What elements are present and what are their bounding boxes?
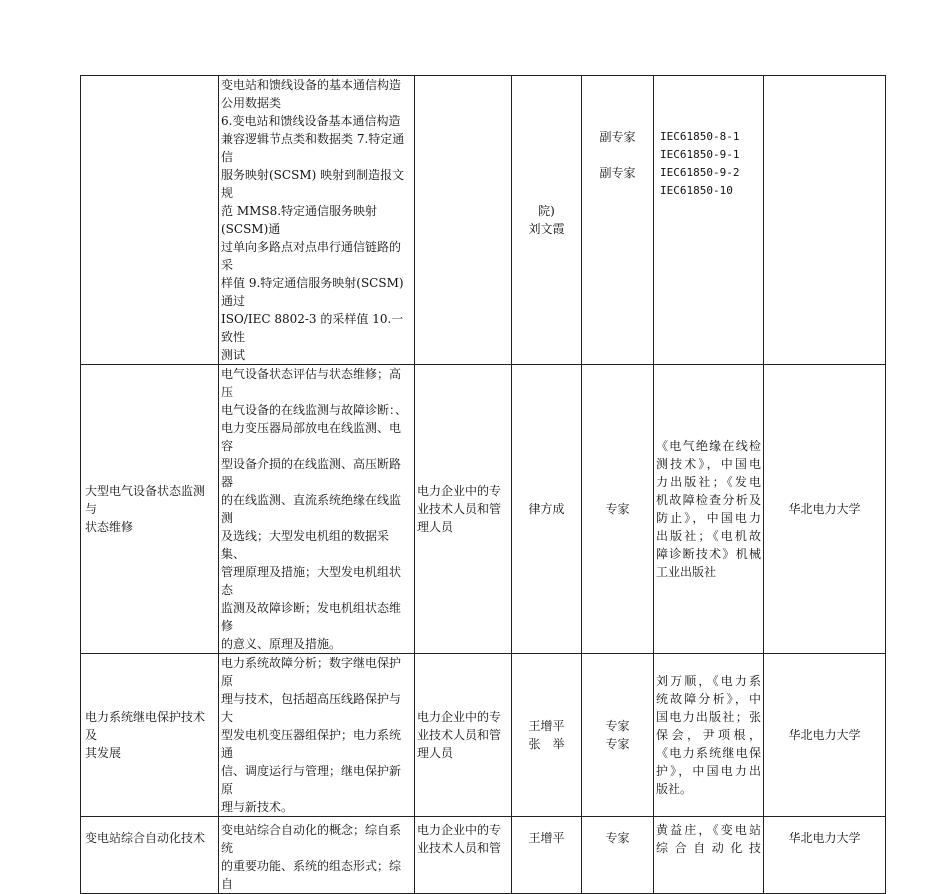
table-row	[81, 76, 886, 365]
materials-line: 国电力出版社；张	[656, 710, 761, 724]
course-name-line: 变电站综合自动化技术	[85, 831, 206, 845]
course-content-line: 理与技术，包括超高压线路保护与大	[221, 692, 402, 724]
course-content-line: 的重要功能、系统的组态形式；综自	[221, 859, 402, 891]
course-content-line: 监测及故障诊断；发电机组状态维修	[221, 601, 402, 633]
materials-line: 综合自动化技	[656, 841, 761, 855]
teacher-line: 张 举	[528, 737, 565, 751]
teacher-line: 刘文霞	[528, 222, 565, 236]
materials-cell	[654, 76, 764, 365]
audience-line: 理人员	[417, 520, 454, 534]
course-content-line: 电气设备的在线监测与故障诊断：、	[221, 403, 408, 417]
table-row	[81, 654, 886, 817]
teacher-cell	[512, 76, 582, 365]
title-line: 专家	[605, 719, 630, 733]
teacher-line: 王增平	[528, 831, 565, 845]
course-content-line: 管理原理及措施；大型发电机组状态	[221, 565, 402, 597]
course-name-line: 大型电气设备状态监测与	[85, 484, 206, 516]
materials-line: 力出版社；《发电	[656, 475, 761, 489]
course-content-line: 电气设备状态评估与状态维修；高压	[221, 367, 402, 399]
audience-cell	[415, 817, 512, 894]
teacher-cell	[512, 654, 582, 817]
course-content-line: 测试	[221, 348, 246, 362]
teacher-line: 院)	[538, 204, 555, 218]
materials-line: 黄益庄，《变电站	[656, 823, 761, 837]
teacher-line: 王增平	[528, 719, 565, 733]
table-row	[81, 817, 886, 894]
course-content-line: 范 MMS8.特定通信服务映射(SCSM)通	[221, 204, 378, 236]
course-content-line: 型发电机变压器组保护；电力系统通	[221, 728, 402, 760]
audience-cell	[415, 365, 512, 654]
materials-line: 工业出版社	[656, 565, 717, 579]
audience-line: 业技术人员和管	[417, 502, 502, 516]
course-content-line: 变电站综合自动化的概念；综自系统	[221, 823, 402, 855]
course-content-line: 电力系统故障分析；数字继电保护原	[221, 656, 402, 688]
course-content-cell	[219, 654, 415, 817]
materials-cell	[654, 654, 764, 817]
course-content-line: 理与新技术。	[221, 800, 294, 814]
materials-line: 测技术》，中国电	[656, 457, 761, 471]
title-line: 副专家	[599, 130, 636, 144]
organization-cell: 华北电力大学	[764, 365, 886, 654]
materials-line: 保会，尹项根，	[656, 728, 761, 742]
materials-line: 《电力系统继电保	[656, 746, 761, 760]
course-content-line: 信、调度运行与管理；继电保护新原	[221, 764, 402, 796]
title-cell	[582, 817, 654, 894]
materials-line: 防止》，中国电力	[656, 511, 761, 525]
organization-cell: 华北电力大学	[764, 654, 886, 817]
materials-line: 版社。	[656, 782, 693, 796]
course-content-line: 样值 9.特定通信服务映射(SCSM)通过	[221, 276, 404, 308]
materials-line: IEC61850-8-1	[660, 130, 740, 143]
course-content-line: 型设备介损的在线监测、高压断路器	[221, 457, 402, 489]
course-name-cell	[81, 817, 219, 894]
audience-line: 业技术人员和管	[417, 728, 502, 742]
title-line: 专家	[605, 831, 630, 845]
course-content-cell	[219, 76, 415, 365]
course-content-line: 电力变压器局部放电在线监测、电容	[221, 421, 402, 453]
audience-line: 业技术人员和管	[417, 841, 502, 855]
materials-cell	[654, 817, 764, 894]
audience-line: 电力企业中的专	[417, 823, 502, 837]
materials-line: 出版社；《电机故	[656, 529, 761, 543]
course-content-line: 服务映射(SCSM) 映射到制造报文规	[221, 168, 405, 200]
course-content-line: ISO/IEC 8802-3 的采样值 10.一致性	[221, 312, 404, 344]
course-content-line: 过单向多路点对点串行通信链路的采	[221, 240, 402, 272]
table-row	[81, 365, 886, 654]
course-content-line: 的意义、原理及措施。	[221, 637, 342, 651]
audience-line: 理人员	[417, 746, 454, 760]
materials-line: 统故障分析》，中	[656, 692, 761, 706]
audience-line: 电力企业中的专	[417, 484, 502, 498]
title-cell	[582, 365, 654, 654]
organization-cell: 华北电力大学	[764, 817, 886, 894]
audience-line: 电力企业中的专	[417, 710, 502, 724]
teacher-line: 律方成	[528, 502, 565, 516]
course-content-line: 及选线；大型发电机组的数据采集、	[221, 529, 390, 561]
title-cell	[582, 76, 654, 365]
course-content-cell	[219, 365, 415, 654]
course-name-line: 其发展	[85, 746, 122, 760]
materials-cell	[654, 365, 764, 654]
materials-line: 机故障检查分析及	[656, 493, 761, 507]
course-content-cell	[219, 817, 415, 894]
materials-line: 护》，中国电力出	[656, 764, 761, 778]
materials-line: IEC61850-9-2	[660, 166, 740, 179]
course-name-cell	[81, 76, 219, 365]
teacher-cell	[512, 365, 582, 654]
training-course-table	[80, 75, 886, 894]
title-line: 专家	[605, 737, 630, 751]
title-line: 专家	[605, 502, 630, 516]
organization-cell	[764, 76, 886, 365]
title-line: 副专家	[599, 166, 636, 180]
title-cell	[582, 654, 654, 817]
course-content-line: 6.变电站和馈线设备基本通信构造	[221, 114, 401, 128]
materials-line: 障诊断技术》机械	[656, 547, 761, 561]
audience-cell	[415, 654, 512, 817]
course-name-cell	[81, 365, 219, 654]
course-name-cell	[81, 654, 219, 817]
course-content-line: 变电站和馈线设备的基本通信构造	[221, 78, 402, 92]
teacher-cell	[512, 817, 582, 894]
course-content-line: 兼容逻辑节点类和数据类 7.特定通信	[221, 132, 405, 164]
title-line	[584, 146, 651, 164]
course-content-line: 的在线监测、直流系统绝缘在线监测	[221, 493, 402, 525]
audience-cell	[415, 76, 512, 365]
course-name-line: 状态维修	[85, 520, 134, 534]
materials-line: IEC61850-10	[660, 184, 733, 197]
course-name-line: 电力系统继电保护技术及	[85, 710, 206, 742]
course-content-line: 公用数据类	[221, 96, 282, 110]
materials-line: IEC61850-9-1	[660, 148, 740, 161]
materials-line: 《电气绝缘在线检	[656, 439, 761, 453]
materials-line: 刘万顺，《电力系	[656, 674, 761, 688]
